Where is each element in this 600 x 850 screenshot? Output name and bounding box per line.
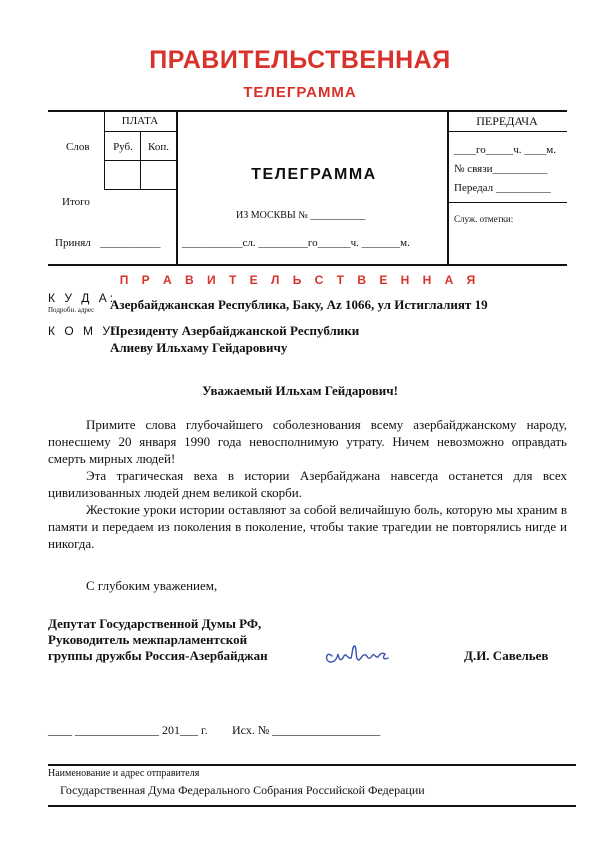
fee-box-bottom-line [104,189,176,190]
fee-box-col-line [140,131,141,189]
plata-label: ПЛАТА [121,115,159,127]
kuda-label: К У Д А: [48,291,117,305]
rub-label: Руб. [113,141,133,153]
sender-label: Наименование и адрес отправителя [48,768,200,779]
signer-title-line-3: группы дружбы Россия-Азербайджан [48,648,268,663]
kuda-value: Азербайджанская Республика, Баку, Az 1066, ул Истиглалият 19 [110,297,488,312]
sender-bottom-line [48,805,576,807]
form-divider-right [447,110,449,266]
paragraph-3: Жестокие уроки истории оставляют за собой величайшую боль, которую мы храним в памяти и передаем из поколения в поколение, чтобы такие трагедии не повторялись нигде и никогда. [48,502,567,551]
salutation: Уважаемый Ильхам Гейдарович! [202,383,398,398]
slov-label: Слов [66,141,90,153]
peredacha-underline [447,131,567,132]
date-fill-line: ___________сл. _________го______ч. _______м. [182,237,410,249]
komu-label: К О М У: [48,324,120,338]
sender-top-line [48,764,576,766]
handwritten-signature [322,640,394,668]
footer-ref-line: Исх. № __________________ [232,723,381,737]
kop-label: Коп. [148,141,169,153]
from-moscow-line: ИЗ МОСКВЫ № ___________ [236,210,366,221]
transfer-time-line: ____го_____ч. ____м. [454,144,556,156]
category-stamp: П Р А В И Т Е Л Ь С Т В Е Н Н А Я [119,273,481,287]
signer-title-line-1: Депутат Государственной Думы РФ, [48,616,262,631]
paragraph-1: Примите слова глубочайшего соболезнования всему азербайджанскому народу, понесшему 20 января 1990 года невосполнимую утрату. Ничем невозможно оправдать смерть мирных людей! [48,417,567,466]
signer-name: Д.И. Савельев [464,648,549,663]
form-top-border [48,110,567,112]
prinyal-label: Принял [55,237,91,249]
detail-address-label: Подробн. адрес [48,306,95,314]
document-title: ПРАВИТЕЛЬСТВЕННАЯ [149,46,451,74]
service-notes-label: Служ. отметки: [454,214,514,224]
form-bottom-border [48,264,567,266]
service-notes-divider [447,202,567,203]
footer-date-line: ____ ______________ 201___ г. [48,723,208,737]
komu-line-2: Алиеву Ильхаму Гейдаровичу [110,340,288,355]
sender-value: Государственная Дума Федерального Собрания Российской Федерации [60,783,425,797]
itogo-label: Итого [62,196,90,208]
prinyal-blank: ___________ [100,237,161,249]
signer-title-line-2: Руководитель межпарламентской [48,632,248,647]
paragraph-2: Эта трагическая веха в истории Азербайджана навсегда останется для всех цивилизованных людей днем великой скорби. [48,468,567,500]
document-subtitle: ТЕЛЕГРАММА [243,84,357,101]
closing: С глубоким уважением, [86,578,218,593]
transfer-by-line: Передал __________ [454,182,551,194]
transfer-link-line: № связи__________ [454,163,548,175]
peredacha-label: ПЕРЕДАЧА [476,114,538,128]
komu-line-1: Президенту Азербайджанской Республики [110,323,360,338]
form-divider-left [176,110,178,266]
form-center-title: ТЕЛЕГРАММА [251,166,377,183]
